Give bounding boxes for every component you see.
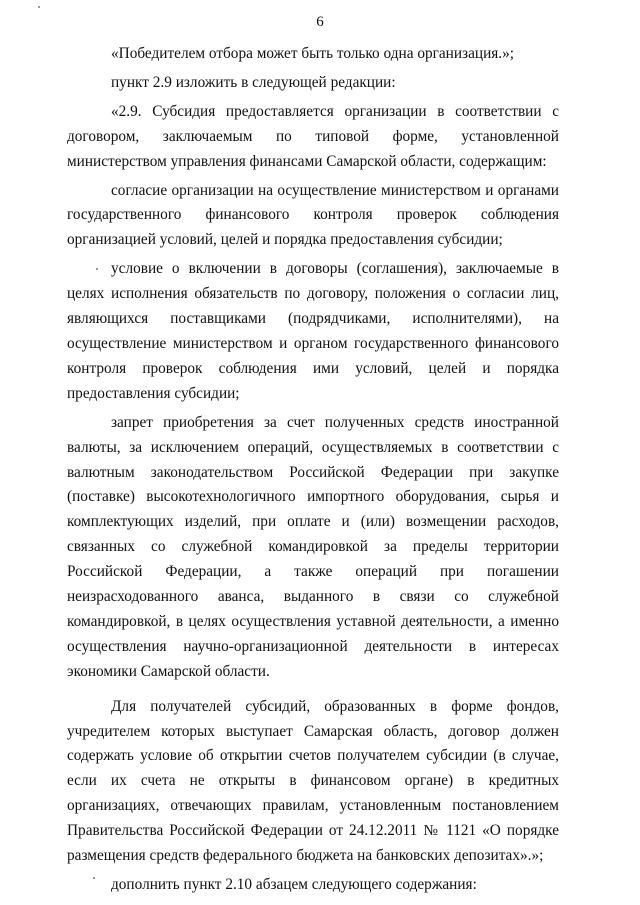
paragraph: «Победителем отбора может быть только одна организация.»; [111, 45, 515, 62]
scan-speck [96, 268, 98, 270]
document-body [67, 42, 559, 898]
paragraph: дополнить пункт 2.10 абзацем следующего содержания: [111, 876, 477, 893]
paragraph: условие о включении в договоры (соглашения), заключаемые в целях исполнения обязательств по договору, положения о согласии лиц, являющихся поставщиками (подрядчиками, исполнителями), на осуществление министерством и органом государственного финансового контроля проверок соблюдения ими условий, целей и порядка предоставления субсидии; [67, 260, 559, 402]
paragraph: Для получателей субсидий, образованных в форме фондов, учредителем которых выступает Самарская область, договор должен содержать условие об открытии счетов получателем субсидии (в случае, если их счета не открыты в финансовом органе) в кредитных организациях, отвечающих правилам, установленным постановлением Правительства Российской Федерации от 24.12.2011 № 1121 «О порядке размещения средств федерального бюджета на банковских депозитах».»; [67, 697, 559, 865]
paragraph: запрет приобретения за счет полученных средств иностранной валюты, за исключением операций, осуществляемых в соответствии с валютным законодательством Российской Федерации при закупке (поставке) высокотехнологичного импортного оборудования, сырья и комплектующих изделий, при оплате и (или) возмещении расходов, связанных со служебной командировкой за пределы территории Российской Федерации, а также операций при погашении неизрасходованного аванса, выданного в связи со служебной командировкой, в целях осуществления уставной деятельности, а именно осуществления научно-организационной деятельности в интересах экономики Самарской области. [67, 413, 559, 680]
paragraph: «2.9. Субсидия предоставляется организации в соответствии с договором, заключаемым по типовой форме, установленной министерством управления финансами Самарской области, содержащим: [67, 102, 559, 170]
scan-speck [93, 877, 95, 879]
paragraph: согласие организации на осуществление министерством и органами государственного финансового контроля проверок соблюдения организацией условий, целей и порядка предоставления субсидии; [67, 181, 559, 249]
paragraph: пункт 2.9 изложить в следующей редакции: [111, 73, 396, 91]
scan-speck [38, 6, 40, 8]
page-number: 6 [316, 14, 324, 30]
